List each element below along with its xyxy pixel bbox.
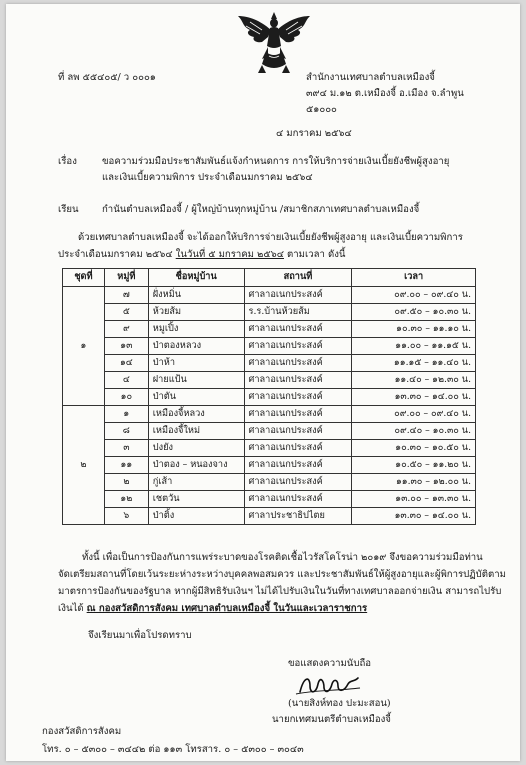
cell-moo: ๘ xyxy=(104,423,148,440)
cell-place: ศาลาอเนกประสงค์ xyxy=(244,406,352,423)
cell-moo: ๑๐ xyxy=(104,389,148,406)
header-moo: หมู่ที่ xyxy=(104,269,148,287)
cell-place: ศาลาประชาธิปไตย xyxy=(244,508,352,525)
regards-text: ขอแสดงความนับถือ xyxy=(288,658,372,669)
table-row xyxy=(63,304,476,321)
recipient-label: เรียน xyxy=(58,204,79,215)
table-row xyxy=(63,287,476,304)
cell-moo: ๙ xyxy=(104,321,148,338)
letter-date: ๔ มกราคม ๒๕๖๔ xyxy=(276,128,352,139)
closing-p4-prefix: เงินได้ xyxy=(58,603,84,614)
cell-village: ฝั่งหมิ่น xyxy=(148,287,244,304)
office-address-line: ๓๙๔ ม.๑๒ ต.เหมืองจี้ อ.เมือง จ.ลำพูน xyxy=(306,88,464,99)
cell-place: ศาลาอเนกประสงค์ xyxy=(244,372,352,389)
schedule-body xyxy=(63,287,476,525)
cell-village: ป่าตัน xyxy=(148,389,244,406)
cell-place: ศาลาอเนกประสงค์ xyxy=(244,423,352,440)
cell-moo: ๑๒ xyxy=(104,491,148,508)
intro-month: ประจำเดือนมกราคม ๒๕๖๔ xyxy=(58,249,173,260)
reference-number: ที่ ลพ ๕๕๔๐๕/ ว ๐๐๐๑ xyxy=(58,72,156,83)
table-row xyxy=(63,457,476,474)
signatory-name: (นายสิงห์ทอง ปะมะสอน) xyxy=(288,698,391,709)
garuda-emblem xyxy=(236,10,312,76)
office-address-line: สำนักงานเทศบาลตำบลเหมืองจี้ xyxy=(306,72,435,83)
cell-time: ๑๑.๓๐ – ๑๒.๐๐ น. xyxy=(352,474,476,491)
cell-moo: ๕ xyxy=(104,304,148,321)
header-place: สถานที่ xyxy=(244,269,352,287)
cell-time: ๑๓.๐๐ – ๑๓.๓๐ น. xyxy=(352,491,476,508)
cell-time: ๐๙.๔๐ – ๑๐.๓๐ น. xyxy=(352,423,476,440)
cell-time: ๐๙.๐๐ – ๐๙.๔๐ น. xyxy=(352,287,476,304)
subject-line-2: และเงินเบี้ยความพิการ ประจำเดือนมกราคม ๒๕๖๔ xyxy=(102,172,313,183)
cell-moo: ๖ xyxy=(104,508,148,525)
subject-label: เรื่อง xyxy=(58,156,77,167)
closing-request: จึงเรียนมาเพื่อโปรดทราบ xyxy=(88,630,192,641)
cell-moo: ๑๔ xyxy=(104,355,148,372)
cell-time: ๑๓.๓๐ – ๑๔.๐๐ น. xyxy=(352,508,476,525)
cell-village: ป่าห้า xyxy=(148,355,244,372)
intro-time-note: ตามเวลา ดังนี้ xyxy=(287,249,346,260)
handwritten-signature xyxy=(294,672,364,698)
office-address-line: ๕๑๐๐๐ xyxy=(306,104,337,115)
table-row xyxy=(63,321,476,338)
cell-moo: ๓ xyxy=(104,440,148,457)
table-row xyxy=(63,355,476,372)
cell-village: หมูเปิ้ง xyxy=(148,321,244,338)
closing-paragraph-2: จัดเตรียมสถานที่โดยเว้นระยะห่างระหว่างบุคคลพอสมควร และประชาสัมพันธ์ให้ผู้สูงอายุและผู้พิการปฏิบัติตาม xyxy=(58,569,506,580)
cell-village: ป่าตองหลวง xyxy=(148,338,244,355)
cell-village: กู่เส้า xyxy=(148,474,244,491)
table-row xyxy=(63,406,476,423)
cell-set: ๑ xyxy=(63,287,105,406)
cell-moo: ๔ xyxy=(104,372,148,389)
cell-time: ๑๐.๓๐ – ๑๐.๕๐ น. xyxy=(352,440,476,457)
cell-place: ศาลาอเนกประสงค์ xyxy=(244,389,352,406)
cell-place: ศาลาอเนกประสงค์ xyxy=(244,355,352,372)
cell-time: ๑๑.๔๐ – ๑๒.๓๐ น. xyxy=(352,372,476,389)
cell-moo: ๑ xyxy=(104,406,148,423)
cell-place: ศาลาอเนกประสงค์ xyxy=(244,457,352,474)
cell-place: ศาลาอเนกประสงค์ xyxy=(244,287,352,304)
contact-numbers: โทร. ๐ – ๕๓๐๐ – ๓๔๔๒ ต่อ ๑๑๓ โทรสาร. ๐ – ๕๓๐๐ – ๓๐๔๓ xyxy=(42,744,304,755)
cell-village: เหมืองจี้หลวง xyxy=(148,406,244,423)
cell-moo: ๗ xyxy=(104,287,148,304)
header-set: ชุดที่ xyxy=(63,269,105,287)
intro-date-highlight: ในวันที่ ๕ มกราคม ๒๕๖๔ xyxy=(175,249,284,260)
cell-set: ๒ xyxy=(63,406,105,525)
header-village: ชื่อหมู่บ้าน xyxy=(148,269,244,287)
cell-time: ๑๑.๑๕ – ๑๑.๔๐ น. xyxy=(352,355,476,372)
signatory-position: นายกเทศมนตรีตำบลเหมืองจี้ xyxy=(272,714,391,725)
letter-page xyxy=(6,4,520,761)
department-name: กองสวัสดิการสังคม xyxy=(42,726,122,737)
table-row xyxy=(63,423,476,440)
cell-place: ศาลาอเนกประสงค์ xyxy=(244,474,352,491)
cell-time: ๐๙.๕๐ – ๑๐.๓๐ น. xyxy=(352,304,476,321)
table-row xyxy=(63,491,476,508)
intro-line-2 xyxy=(58,249,345,262)
cell-village: ปงยัง xyxy=(148,440,244,457)
cell-place: ศาลาอเนกประสงค์ xyxy=(244,321,352,338)
cell-place: ร.ร.บ้านห้วยส้ม xyxy=(244,304,352,321)
table-row xyxy=(63,474,476,491)
table-header-row xyxy=(63,269,476,287)
office-address xyxy=(306,72,464,120)
table-row xyxy=(63,338,476,355)
cell-village: ฝายแป้น xyxy=(148,372,244,389)
cell-place: ศาลาอเนกประสงค์ xyxy=(244,491,352,508)
cell-village: ป่าติ้ง xyxy=(148,508,244,525)
closing-paragraph-3: มาตรการป้องกันของรัฐบาล หากผู้มีสิทธิรับเงินฯ ไม่ได้ไปรับเงินในวันที่ทางเทศบาลออกจ่ายเงิน สามารถไปรับ xyxy=(58,586,502,597)
table-row xyxy=(63,389,476,406)
cell-moo: ๒ xyxy=(104,474,148,491)
cell-place: ศาลาอเนกประสงค์ xyxy=(244,440,352,457)
table-row xyxy=(63,508,476,525)
cell-moo: ๑๑ xyxy=(104,457,148,474)
schedule-table xyxy=(62,268,476,525)
cell-village: ป่าตอง – หนองจาง xyxy=(148,457,244,474)
cell-moo: ๑๓ xyxy=(104,338,148,355)
table-row xyxy=(63,440,476,457)
cell-time: ๑๐.๓๐ – ๑๑.๑๐ น. xyxy=(352,321,476,338)
header-time: เวลา xyxy=(352,269,476,287)
closing-paragraph-4 xyxy=(58,603,367,616)
intro-line-1: ด้วยเทศบาลตำบลเหมืองจี้ จะได้ออกให้บริการจ่ายเงินเบี้ยยังชีพผู้สูงอายุ และเงินเบี้ยความพิการ xyxy=(78,232,463,243)
cell-time: ๐๙.๐๐ – ๐๙.๔๐ น. xyxy=(352,406,476,423)
closing-p4-location: ณ กองสวัสดิการสังคม เทศบาลตำบลเหมืองจี้ ในวันและเวลาราชการ xyxy=(86,603,368,614)
cell-village: ห้วยส้ม xyxy=(148,304,244,321)
cell-time: ๑๓.๓๐ – ๑๔.๐๐ น. xyxy=(352,389,476,406)
cell-place: ศาลาอเนกประสงค์ xyxy=(244,338,352,355)
closing-paragraph-1: ทั้งนี้ เพื่อเป็นการป้องกันการแพร่ระบาดของโรคติดเชื้อไวรัสโคโรน่า ๒๐๑๙ จึงขอความร่วมมือท่าน xyxy=(82,552,483,563)
cell-time: ๑๑.๐๐ – ๑๑.๑๕ น. xyxy=(352,338,476,355)
cell-time: ๑๐.๕๐ – ๑๑.๒๐ น. xyxy=(352,457,476,474)
cell-village: เชตวัน xyxy=(148,491,244,508)
subject-line-1: ขอความร่วมมือประชาสัมพันธ์แจ้งกำหนดการ การให้บริการจ่ายเงินเบี้ยยังชีพผู้สูงอายุ xyxy=(102,156,450,167)
recipient-text: กำนันตำบลเหมืองจี้ / ผู้ใหญ่บ้านทุกหมู่บ้าน /สมาชิกสภาเทศบาลตำบลเหมืองจี้ xyxy=(102,204,420,215)
cell-village: เหมืองจี้ใหม่ xyxy=(148,423,244,440)
table-row xyxy=(63,372,476,389)
